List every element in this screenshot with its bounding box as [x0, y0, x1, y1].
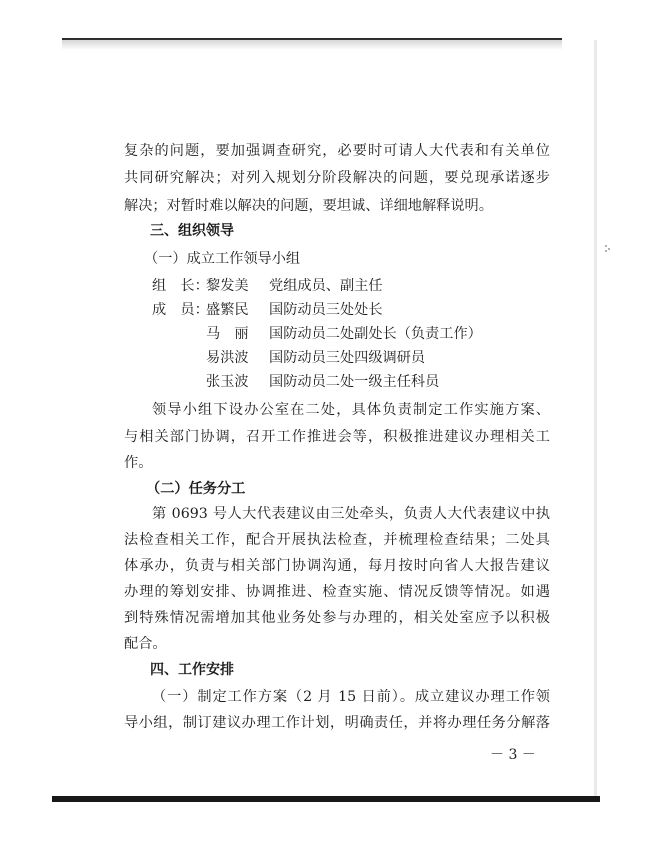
office-line: 领导小组下设办公室在二处，具体负责制定工作实施方案、 [152, 402, 550, 418]
plan-line: 导小组，制订建议办理工作计划，明确责任，并将办理任务分解落 [124, 715, 550, 731]
task-line: 法检查相关工作，配合开展执法检查，并梳理检查结果；二处具 [124, 532, 550, 548]
member-position: 国防动员二处副处长（负责工作） [269, 326, 482, 342]
page-number: － 3 － [490, 747, 536, 763]
task-line: 体承办，负责与相关部门协调沟通，每月按时向省人大报告建议 [124, 558, 550, 574]
office-line: 作。 [124, 455, 153, 471]
member-position: 国防动员二处一级主任科员 [269, 374, 440, 390]
intro-line: 解决；对暂时难以解决的问题，要坦诚、详细地解释说明。 [124, 198, 493, 214]
leader-position: 党组成员、副主任 [269, 278, 383, 294]
leader-name: 黎发美 [206, 278, 249, 294]
task-line: 第 0693 号人大代表建议由三处牵头，负责人大代表建议中执 [152, 506, 550, 522]
member-position: 国防动员三处四级调研员 [269, 350, 426, 366]
task-line: 配合。 [124, 636, 167, 652]
office-line: 与相关部门协调，召开工作推进会等，积极推进建议办理相关工 [124, 429, 550, 445]
member-position: 国防动员三处处长 [269, 302, 383, 318]
member-name: 马 丽 [206, 326, 249, 342]
section-heading-organization: 三、组织领导 [150, 223, 234, 239]
member-name: 易洪波 [206, 350, 249, 366]
leader-role-label: 组 长： [152, 278, 209, 294]
member-name: 盛繁民 [206, 302, 249, 318]
task-line: 办理的筹划安排、协调推进、检查实施、情况反馈等情况。如遇 [124, 584, 550, 600]
intro-line: 共同研究解决；对列入规划分阶段解决的问题，要兑现承诺逐步 [124, 170, 550, 186]
members-role-label: 成 员： [152, 302, 209, 318]
intro-line: 复杂的问题，要加强调查研究，必要时可请人大代表和有关单位 [124, 143, 550, 159]
subheading-task-division: （二）任务分工 [146, 481, 246, 497]
member-name: 张玉波 [206, 374, 249, 390]
task-line: 到特殊情况需增加其他业务处参与办理的，相关处室应予以积极 [124, 610, 550, 626]
plan-line: （一）制定工作方案（2 月 15 日前）。成立建议办理工作领 [152, 689, 550, 705]
subheading-leading-group: （一）成立工作领导小组 [144, 251, 301, 267]
section-heading-work-arrangement: 四、工作安排 [150, 662, 234, 678]
